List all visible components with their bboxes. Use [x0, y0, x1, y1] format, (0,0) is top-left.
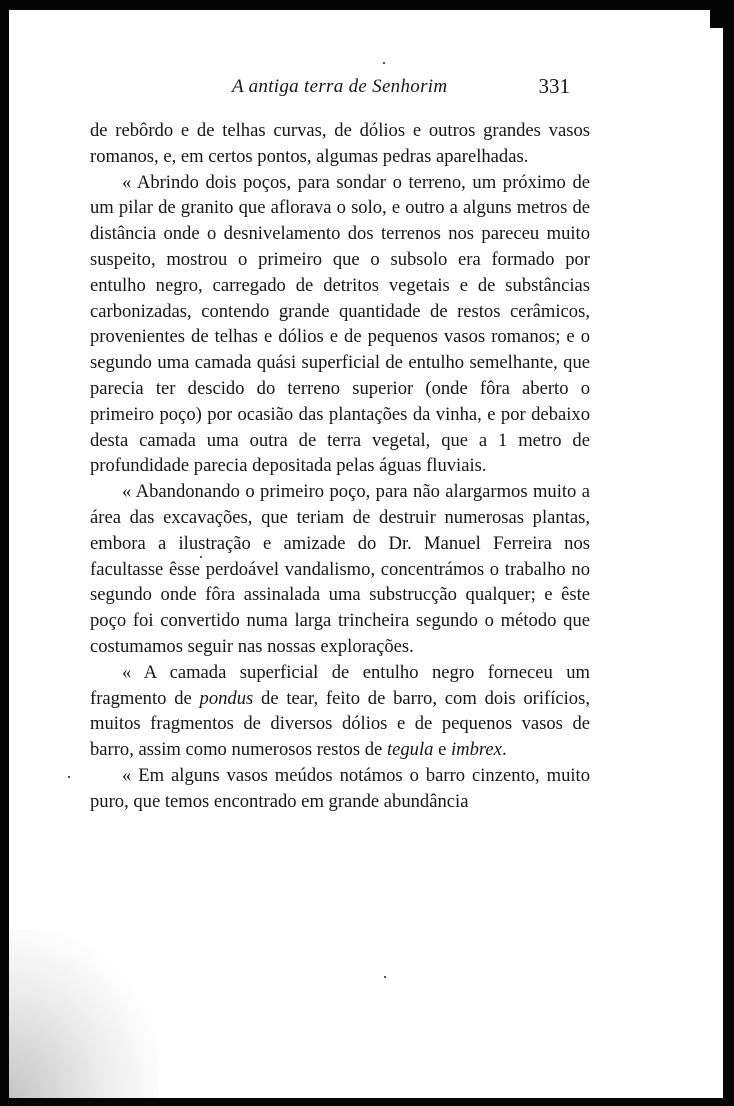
scan-speck — [384, 976, 386, 978]
italic-term: pondus — [199, 687, 254, 709]
text-run: « A camada superficial de entulho negro forneceu um fragmento de — [90, 661, 590, 709]
running-head — [90, 70, 590, 110]
italic-term: imbrex — [450, 739, 502, 761]
running-title: A antiga terra de Senhorim — [232, 76, 448, 97]
text-run: . — [501, 739, 507, 761]
italic-term: tegula — [386, 739, 434, 761]
text-run: de rebôrdo e de telhas curvas, de dólios e outros grandes vasos romanos, e, em certos pontos, algumas pedras aparelhadas. — [90, 120, 590, 167]
text-run: e — [433, 739, 451, 761]
paragraph — [90, 660, 590, 763]
text-run: « Abrindo dois poços, para sondar o terreno, um próximo de um pilar de granito que aflorava o solo, e outro a alguns metros de distância onde o desnivelamento dos terrenos nos pareceu muito suspeito, mostrou o primeiro que o subsolo era formado por entulho negro, carregado de detritos vegetais e de substâncias carbonizadas, contendo grande quantidade de restos cerâmicos, provenientes de telhas e dólios e de pequenos vasos romanos; e o segundo uma camada quási superficial de entulho semelhante, que parecia ter descido do terreno superior (onde fôra aberto o primeiro poço) por ocasião das plantações da vinha, e por debaixo desta camada uma outra de terra vegetal, que a 1 metro de profundidade parecia depositada pelas águas fluviais. — [90, 171, 590, 477]
body-text — [90, 118, 590, 815]
text-run: « Em alguns vasos meúdos notámos o barro cinzento, muito puro, que temos encontrado em grande abundância — [90, 764, 590, 812]
text-run: « Abandonando o primeiro poço, para não alargarmos muito a área das excavações, que teriam de destruir numerosas plantas, embora a ilustração e amizade do Dr. Manuel Ferreira nos facultasse êsse perdoável vandalismo, concentrámos o trabalho no segundo onde fôra assinalada uma substrucção qualquer; e êste poço foi convertido numa larga trincheira segundo o método que costumamos seguir nas nossas explorações. — [90, 481, 590, 657]
scan-border-right — [723, 0, 734, 1106]
paragraph — [90, 170, 590, 480]
scan-border-bottom — [0, 1098, 734, 1106]
scan-border-left — [0, 0, 9, 1106]
text-run: de tear, feito de barro, com dois orifícios, muitos fragmentos de diversos dólios e de pequenos vasos de barro, assim como numerosos restos de — [90, 687, 590, 761]
page-number: 331 — [538, 74, 570, 98]
scan-corner — [710, 0, 734, 28]
paragraph — [90, 118, 590, 170]
paragraph — [90, 763, 590, 815]
scan-speck — [383, 62, 385, 64]
scan-border-top — [0, 0, 734, 10]
scan-smudge — [9, 930, 159, 1098]
paragraph — [90, 479, 590, 660]
scan-speck — [68, 776, 70, 778]
book-page — [90, 70, 590, 815]
